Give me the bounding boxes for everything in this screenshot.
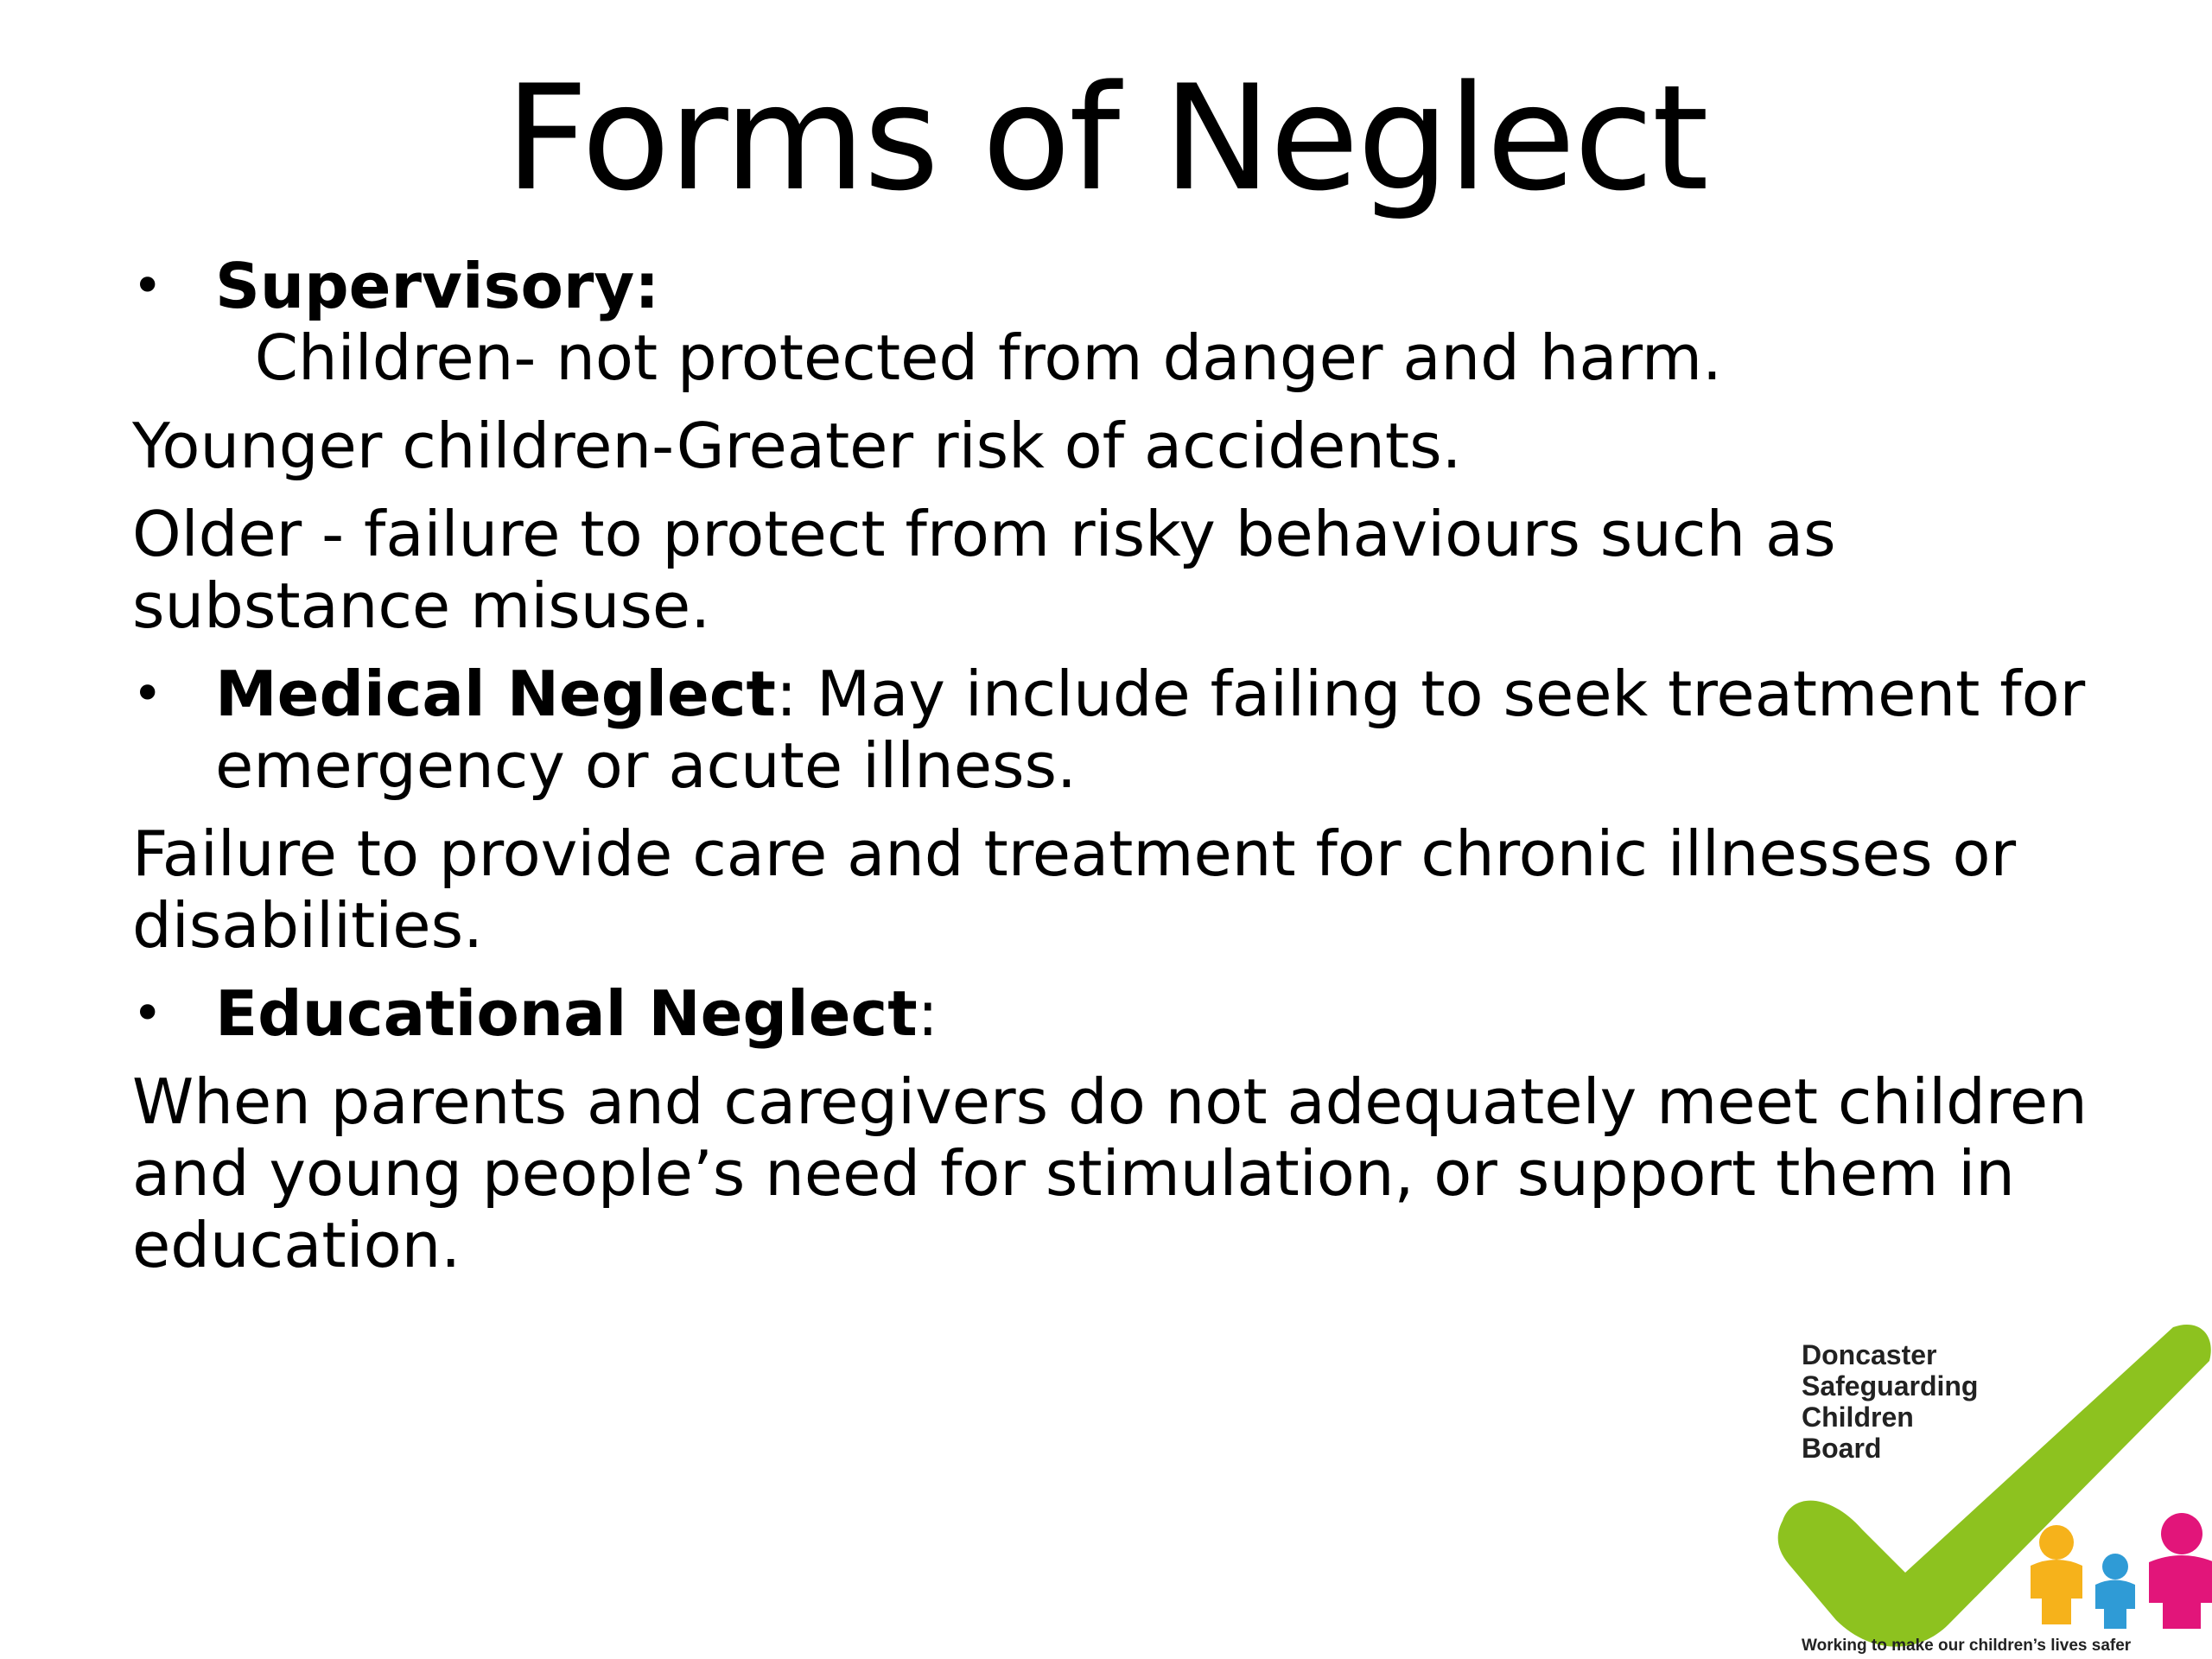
logo-line: Safeguarding (1802, 1370, 1979, 1402)
bullet-educational (132, 978, 2120, 1050)
bullet-marker: • (132, 983, 163, 1044)
bullet-marker: • (132, 664, 163, 724)
supervisory-text: Children- not protected from danger and harm. (215, 321, 1722, 394)
medical-label: Medical Neglect (215, 658, 776, 730)
figure-pink-icon (2149, 1513, 2212, 1629)
slide-content (132, 251, 2120, 1298)
educational-text: : (917, 977, 938, 1050)
slide-title: Forms of Neglect (505, 54, 1707, 223)
logo-line: Doncaster (1802, 1339, 1937, 1370)
chronic-illness-text: Failure to provide care and treatment for chronic illnesses or disabilities. (132, 817, 2017, 962)
bullet-marker: • (132, 256, 163, 316)
medical-text: : May include failing to seek treatment for emergency or acute illness. (215, 658, 2086, 802)
supervisory-label: Supervisory: (215, 250, 660, 322)
doncaster-safeguarding-logo (1767, 1322, 2212, 1659)
older-children-text: Older - failure to protect from risky behaviours such as substance misuse. (132, 498, 1836, 642)
educational-label: Educational Neglect (215, 977, 918, 1050)
logo-tagline: Working to make our children’s lives safer (1802, 1637, 2132, 1655)
educational-description: When parents and caregivers do not adequately meet children and young people’s need for stimulation, or support them in education. (132, 1065, 2088, 1281)
figure-blue-icon (2095, 1554, 2135, 1629)
bullet-supervisory (132, 251, 2120, 394)
logo-line: Board (1802, 1433, 1882, 1464)
younger-children-text: Younger children-Greater risk of accidents. (132, 410, 1462, 482)
logo-board-name (1802, 1339, 1978, 1464)
logo-line: Children (1802, 1402, 1914, 1433)
figure-orange-icon (2031, 1525, 2082, 1624)
bullet-medical (132, 658, 2120, 802)
